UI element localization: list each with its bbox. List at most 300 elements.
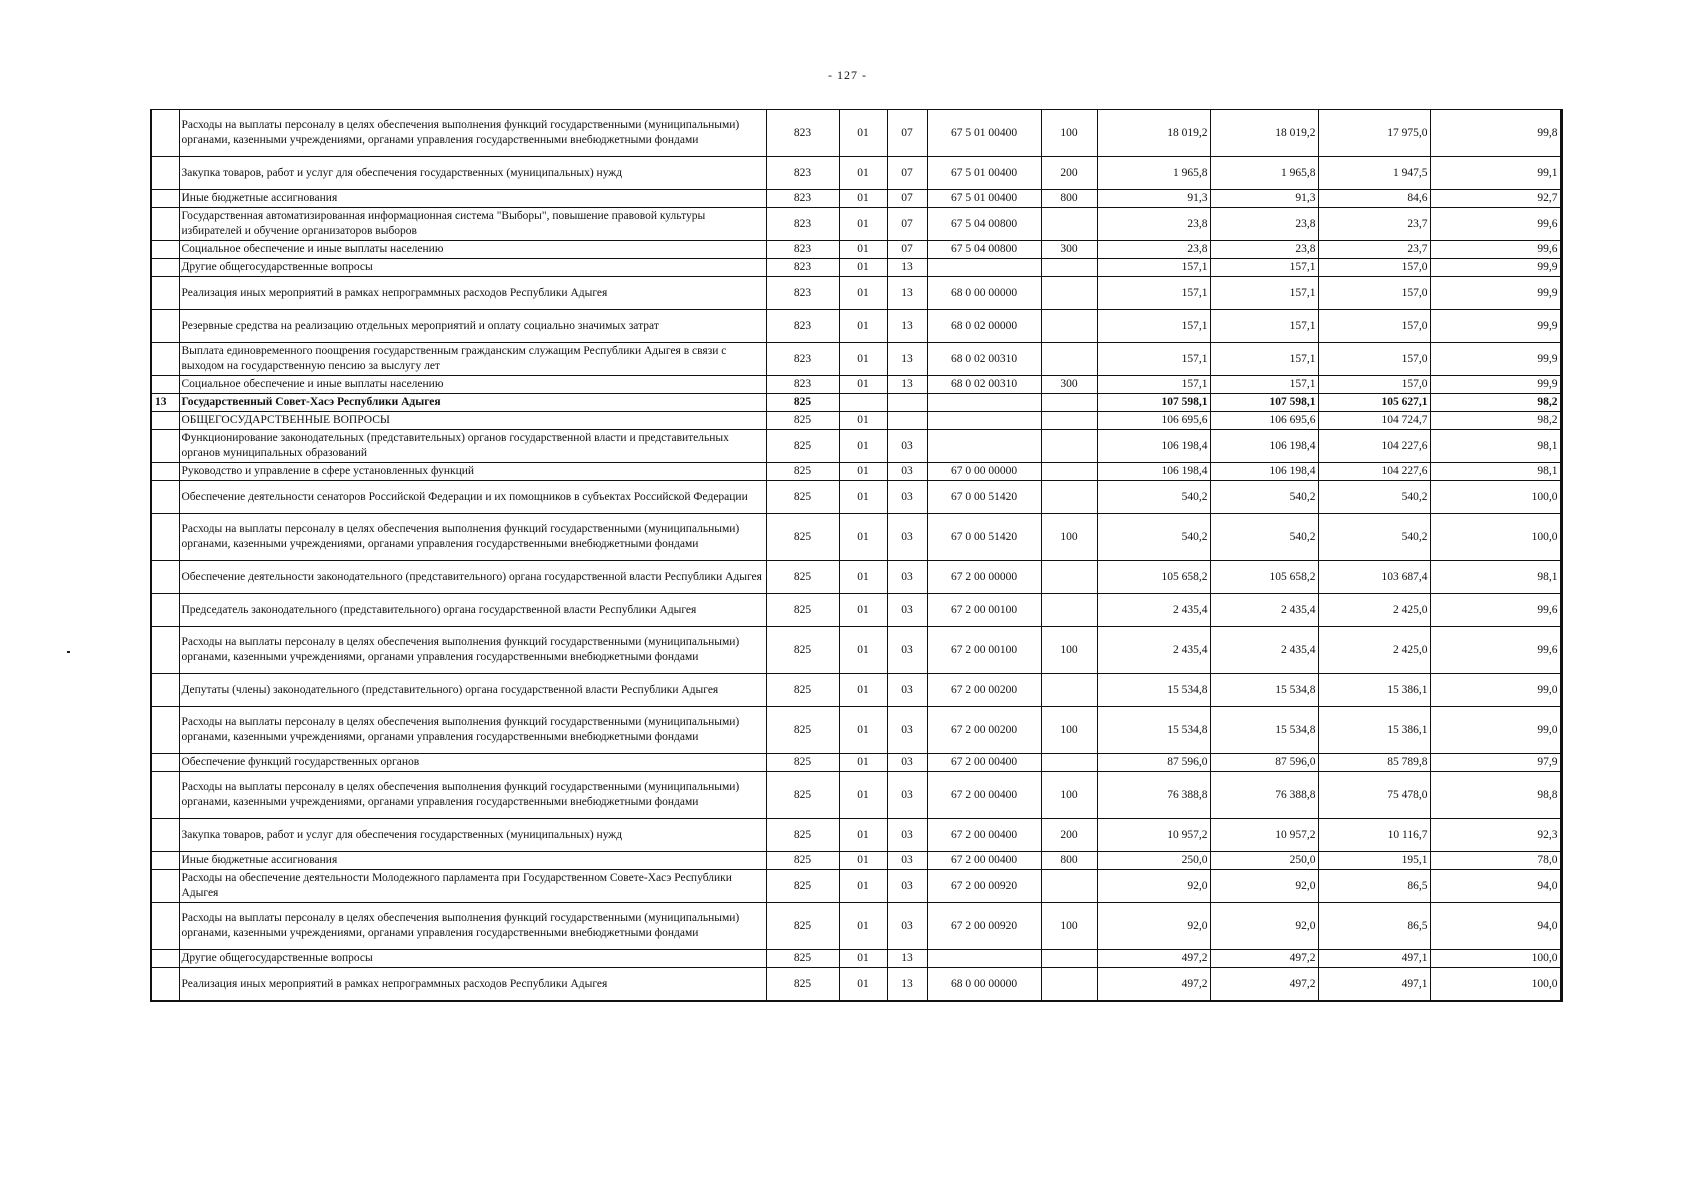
- approved-amount: 92,0: [1097, 903, 1210, 950]
- section-code: 01: [839, 627, 887, 674]
- executed-amount: 15 386,1: [1318, 707, 1430, 754]
- ved-code: 825: [766, 594, 839, 627]
- item-name: Резервные средства на реализацию отдельных мероприятий и оплату социально значимых затрат: [179, 310, 766, 343]
- execution-percent: 100,0: [1430, 514, 1561, 561]
- execution-percent: 99,6: [1430, 627, 1561, 674]
- approved-amount: 157,1: [1097, 277, 1210, 310]
- table-row: [151, 674, 1561, 707]
- executed-amount: 15 386,1: [1318, 674, 1430, 707]
- section-code: 01: [839, 259, 887, 277]
- item-name: Обеспечение деятельности законодательного (представительного) органа государственной власти Республики Адыгея: [179, 561, 766, 594]
- execution-percent: 99,1: [1430, 157, 1561, 190]
- table-row: [151, 376, 1561, 394]
- approved-amount: 157,1: [1097, 259, 1210, 277]
- item-name: Иные бюджетные ассигнования: [179, 190, 766, 208]
- table-row: [151, 394, 1561, 412]
- table-row: [151, 903, 1561, 950]
- expense-type-code: [1041, 208, 1097, 241]
- table-row: [151, 259, 1561, 277]
- target-article-code: 67 2 00 00100: [927, 627, 1041, 674]
- target-article-code: 67 2 00 00920: [927, 903, 1041, 950]
- execution-percent: 100,0: [1430, 950, 1561, 968]
- table-row: [151, 157, 1561, 190]
- expense-type-code: 300: [1041, 241, 1097, 259]
- target-article-code: [927, 394, 1041, 412]
- expense-type-code: 800: [1041, 190, 1097, 208]
- row-number: [151, 819, 179, 852]
- section-code: 01: [839, 412, 887, 430]
- table-row: [151, 430, 1561, 463]
- executed-amount: 2 425,0: [1318, 627, 1430, 674]
- execution-percent: 94,0: [1430, 903, 1561, 950]
- expense-type-code: [1041, 870, 1097, 903]
- item-name: Реализация иных мероприятий в рамках непрограммных расходов Республики Адыгея: [179, 968, 766, 1002]
- ved-code: 825: [766, 870, 839, 903]
- row-number: [151, 950, 179, 968]
- executed-amount: 157,0: [1318, 376, 1430, 394]
- executed-amount: 157,0: [1318, 259, 1430, 277]
- item-name: Обеспечение деятельности сенаторов Российской Федерации и их помощников в субъектах Российской Федерации: [179, 481, 766, 514]
- section-code: 01: [839, 754, 887, 772]
- row-number: [151, 870, 179, 903]
- subsection-code: 13: [887, 310, 927, 343]
- budget-list-amount: 2 435,4: [1210, 627, 1318, 674]
- execution-percent: 99,0: [1430, 674, 1561, 707]
- budget-list-amount: 92,0: [1210, 870, 1318, 903]
- row-number: [151, 968, 179, 1002]
- item-name: Выплата единовременного поощрения государственным гражданским служащим Республики Адыгея в связи с выходом на государственную пенсию за выслугу лет: [179, 343, 766, 376]
- item-name: Государственная автоматизированная информационная система "Выборы", повышение правовой культуры избирателей и обучение организаторов выборов: [179, 208, 766, 241]
- execution-percent: 100,0: [1430, 968, 1561, 1002]
- executed-amount: 84,6: [1318, 190, 1430, 208]
- ved-code: 823: [766, 208, 839, 241]
- section-code: 01: [839, 852, 887, 870]
- target-article-code: 67 2 00 00400: [927, 754, 1041, 772]
- budget-list-amount: 2 435,4: [1210, 594, 1318, 627]
- item-name: Расходы на выплаты персоналу в целях обеспечения выполнения функций государственными (муниципальными) органами, казенными учреждениями, органами управления государственными внебюджетными фондами: [179, 514, 766, 561]
- subsection-code: 13: [887, 277, 927, 310]
- target-article-code: [927, 430, 1041, 463]
- budget-list-amount: 106 198,4: [1210, 463, 1318, 481]
- budget-list-amount: 23,8: [1210, 241, 1318, 259]
- row-number: [151, 903, 179, 950]
- target-article-code: 67 5 04 00800: [927, 241, 1041, 259]
- section-code: 01: [839, 277, 887, 310]
- row-number: [151, 707, 179, 754]
- approved-amount: 15 534,8: [1097, 707, 1210, 754]
- budget-list-amount: 10 957,2: [1210, 819, 1318, 852]
- subsection-code: 03: [887, 870, 927, 903]
- table-row: [151, 190, 1561, 208]
- ved-code: 823: [766, 241, 839, 259]
- row-number: [151, 772, 179, 819]
- subsection-code: 13: [887, 259, 927, 277]
- execution-percent: 92,3: [1430, 819, 1561, 852]
- item-name: Депутаты (члены) законодательного (представительного) органа государственной власти Республики Адыгея: [179, 674, 766, 707]
- target-article-code: 67 2 00 00400: [927, 852, 1041, 870]
- target-article-code: 67 2 00 00200: [927, 674, 1041, 707]
- table-row: [151, 950, 1561, 968]
- table-row: [151, 412, 1561, 430]
- budget-list-amount: 250,0: [1210, 852, 1318, 870]
- execution-percent: 98,1: [1430, 463, 1561, 481]
- subsection-code: 03: [887, 674, 927, 707]
- approved-amount: 540,2: [1097, 481, 1210, 514]
- expense-type-code: 300: [1041, 376, 1097, 394]
- page-number: - 127 -: [828, 68, 867, 82]
- target-article-code: 68 0 00 00000: [927, 968, 1041, 1002]
- row-number: 13: [151, 394, 179, 412]
- target-article-code: 68 0 02 00000: [927, 310, 1041, 343]
- executed-amount: 17 975,0: [1318, 110, 1430, 157]
- budget-list-amount: 540,2: [1210, 514, 1318, 561]
- table-row: [151, 819, 1561, 852]
- row-number: [151, 412, 179, 430]
- subsection-code: 03: [887, 430, 927, 463]
- expense-type-code: [1041, 463, 1097, 481]
- table-row: [151, 772, 1561, 819]
- subsection-code: 03: [887, 707, 927, 754]
- approved-amount: 106 198,4: [1097, 463, 1210, 481]
- table-row: [151, 110, 1561, 157]
- execution-percent: 99,9: [1430, 310, 1561, 343]
- execution-percent: 98,8: [1430, 772, 1561, 819]
- approved-amount: 1 965,8: [1097, 157, 1210, 190]
- expense-type-code: 100: [1041, 514, 1097, 561]
- ved-code: 825: [766, 514, 839, 561]
- item-name: Расходы на выплаты персоналу в целях обеспечения выполнения функций государственными (муниципальными) органами, казенными учреждениями, органами управления государственными внебюджетными фондами: [179, 627, 766, 674]
- item-name: Социальное обеспечение и иные выплаты населению: [179, 376, 766, 394]
- table-row: [151, 343, 1561, 376]
- expense-type-code: 100: [1041, 707, 1097, 754]
- subsection-code: 13: [887, 376, 927, 394]
- target-article-code: 68 0 00 00000: [927, 277, 1041, 310]
- item-name: Другие общегосударственные вопросы: [179, 259, 766, 277]
- executed-amount: 86,5: [1318, 870, 1430, 903]
- section-code: 01: [839, 241, 887, 259]
- executed-amount: 540,2: [1318, 481, 1430, 514]
- item-name: Закупка товаров, работ и услуг для обеспечения государственных (муниципальных) нужд: [179, 819, 766, 852]
- target-article-code: 67 5 04 00800: [927, 208, 1041, 241]
- budget-list-amount: 106 695,6: [1210, 412, 1318, 430]
- item-name: Закупка товаров, работ и услуг для обеспечения государственных (муниципальных) нужд: [179, 157, 766, 190]
- row-number: [151, 430, 179, 463]
- subsection-code: 03: [887, 514, 927, 561]
- approved-amount: 105 658,2: [1097, 561, 1210, 594]
- ved-code: 825: [766, 463, 839, 481]
- budget-list-amount: 91,3: [1210, 190, 1318, 208]
- target-article-code: 67 2 00 00400: [927, 819, 1041, 852]
- execution-percent: 99,6: [1430, 208, 1561, 241]
- budget-list-amount: 23,8: [1210, 208, 1318, 241]
- table-row: [151, 707, 1561, 754]
- expense-type-code: [1041, 412, 1097, 430]
- item-name: Иные бюджетные ассигнования: [179, 852, 766, 870]
- section-code: 01: [839, 190, 887, 208]
- execution-percent: 98,1: [1430, 430, 1561, 463]
- target-article-code: 67 2 00 00920: [927, 870, 1041, 903]
- subsection-code: 03: [887, 594, 927, 627]
- section-code: 01: [839, 110, 887, 157]
- executed-amount: 103 687,4: [1318, 561, 1430, 594]
- section-code: 01: [839, 870, 887, 903]
- target-article-code: 67 2 00 00200: [927, 707, 1041, 754]
- subsection-code: 07: [887, 241, 927, 259]
- scan-mark: [67, 651, 70, 653]
- ved-code: 823: [766, 277, 839, 310]
- execution-percent: 97,9: [1430, 754, 1561, 772]
- section-code: 01: [839, 594, 887, 627]
- row-number: [151, 259, 179, 277]
- budget-list-amount: 106 198,4: [1210, 430, 1318, 463]
- approved-amount: 540,2: [1097, 514, 1210, 561]
- expense-type-code: 200: [1041, 157, 1097, 190]
- section-code: 01: [839, 514, 887, 561]
- row-number: [151, 208, 179, 241]
- expense-type-code: [1041, 754, 1097, 772]
- table-row: [151, 561, 1561, 594]
- ved-code: 825: [766, 674, 839, 707]
- execution-percent: 99,6: [1430, 594, 1561, 627]
- item-name: Расходы на обеспечение деятельности Молодежного парламента при Государственном Совете-Хасэ Республики Адыгея: [179, 870, 766, 903]
- approved-amount: 15 534,8: [1097, 674, 1210, 707]
- approved-amount: 497,2: [1097, 950, 1210, 968]
- approved-amount: 10 957,2: [1097, 819, 1210, 852]
- execution-percent: 99,0: [1430, 707, 1561, 754]
- expense-type-code: 100: [1041, 110, 1097, 157]
- expense-type-code: [1041, 430, 1097, 463]
- expense-type-code: [1041, 481, 1097, 514]
- ved-code: 825: [766, 819, 839, 852]
- subsection-code: 13: [887, 950, 927, 968]
- section-code: 01: [839, 343, 887, 376]
- budget-list-amount: 497,2: [1210, 968, 1318, 1002]
- target-article-code: [927, 259, 1041, 277]
- subsection-code: 07: [887, 190, 927, 208]
- target-article-code: [927, 950, 1041, 968]
- table-row: [151, 754, 1561, 772]
- subsection-code: 03: [887, 819, 927, 852]
- ved-code: 825: [766, 481, 839, 514]
- row-number: [151, 674, 179, 707]
- target-article-code: 67 5 01 00400: [927, 190, 1041, 208]
- ved-code: 825: [766, 707, 839, 754]
- executed-amount: 23,7: [1318, 241, 1430, 259]
- subsection-code: 13: [887, 343, 927, 376]
- expense-type-code: 800: [1041, 852, 1097, 870]
- section-code: 01: [839, 968, 887, 1002]
- target-article-code: 67 2 00 00100: [927, 594, 1041, 627]
- section-code: 01: [839, 707, 887, 754]
- item-name: Другие общегосударственные вопросы: [179, 950, 766, 968]
- execution-percent: 78,0: [1430, 852, 1561, 870]
- item-name: Реализация иных мероприятий в рамках непрограммных расходов Республики Адыгея: [179, 277, 766, 310]
- section-code: 01: [839, 561, 887, 594]
- target-article-code: [927, 412, 1041, 430]
- section-code: 01: [839, 157, 887, 190]
- row-number: [151, 310, 179, 343]
- item-name: Расходы на выплаты персоналу в целях обеспечения выполнения функций государственными (муниципальными) органами, казенными учреждениями, органами управления государственными внебюджетными фондами: [179, 707, 766, 754]
- execution-percent: 99,6: [1430, 241, 1561, 259]
- target-article-code: 67 5 01 00400: [927, 157, 1041, 190]
- ved-code: 825: [766, 903, 839, 950]
- expense-type-code: [1041, 561, 1097, 594]
- budget-list-amount: 107 598,1: [1210, 394, 1318, 412]
- execution-percent: 99,9: [1430, 343, 1561, 376]
- execution-percent: 99,9: [1430, 376, 1561, 394]
- executed-amount: 104 227,6: [1318, 463, 1430, 481]
- ved-code: 825: [766, 754, 839, 772]
- item-name: Расходы на выплаты персоналу в целях обеспечения выполнения функций государственными (муниципальными) органами, казенными учреждениями, органами управления государственными внебюджетными фондами: [179, 772, 766, 819]
- table-body: [151, 110, 1561, 1002]
- item-name: Функционирование законодательных (представительных) органов государственной власти и представительных органов муниципальных образований: [179, 430, 766, 463]
- table-row: [151, 852, 1561, 870]
- row-number: [151, 376, 179, 394]
- approved-amount: 107 598,1: [1097, 394, 1210, 412]
- budget-list-amount: 497,2: [1210, 950, 1318, 968]
- row-number: [151, 481, 179, 514]
- table-row: [151, 514, 1561, 561]
- target-article-code: 67 0 00 51420: [927, 514, 1041, 561]
- ved-code: 823: [766, 157, 839, 190]
- table-row: [151, 870, 1561, 903]
- target-article-code: 67 5 01 00400: [927, 110, 1041, 157]
- budget-list-amount: 540,2: [1210, 481, 1318, 514]
- budget-list-amount: 15 534,8: [1210, 674, 1318, 707]
- row-number: [151, 594, 179, 627]
- target-article-code: 68 0 02 00310: [927, 343, 1041, 376]
- execution-percent: 98,2: [1430, 394, 1561, 412]
- budget-list-amount: 15 534,8: [1210, 707, 1318, 754]
- section-code: 01: [839, 819, 887, 852]
- approved-amount: 106 695,6: [1097, 412, 1210, 430]
- row-number: [151, 514, 179, 561]
- approved-amount: 2 435,4: [1097, 627, 1210, 674]
- subsection-code: [887, 394, 927, 412]
- item-name: ОБЩЕГОСУДАРСТВЕННЫЕ ВОПРОСЫ: [179, 412, 766, 430]
- budget-list-amount: 157,1: [1210, 376, 1318, 394]
- row-number: [151, 190, 179, 208]
- approved-amount: 92,0: [1097, 870, 1210, 903]
- expense-type-code: [1041, 594, 1097, 627]
- section-code: 01: [839, 463, 887, 481]
- execution-percent: 99,9: [1430, 277, 1561, 310]
- subsection-code: 07: [887, 110, 927, 157]
- target-article-code: 67 0 00 51420: [927, 481, 1041, 514]
- subsection-code: 07: [887, 208, 927, 241]
- table-row: [151, 481, 1561, 514]
- expense-type-code: 200: [1041, 819, 1097, 852]
- budget-table: [150, 109, 1563, 1002]
- ved-code: 825: [766, 772, 839, 819]
- executed-amount: 195,1: [1318, 852, 1430, 870]
- row-number: [151, 241, 179, 259]
- execution-percent: 98,1: [1430, 561, 1561, 594]
- ved-code: 825: [766, 627, 839, 674]
- target-article-code: 68 0 02 00310: [927, 376, 1041, 394]
- executed-amount: 497,1: [1318, 968, 1430, 1002]
- row-number: [151, 852, 179, 870]
- target-article-code: 67 2 00 00000: [927, 561, 1041, 594]
- ved-code: 823: [766, 190, 839, 208]
- target-article-code: 67 0 00 00000: [927, 463, 1041, 481]
- approved-amount: 87 596,0: [1097, 754, 1210, 772]
- item-name: Расходы на выплаты персоналу в целях обеспечения выполнения функций государственными (муниципальными) органами, казенными учреждениями, органами управления государственными внебюджетными фондами: [179, 110, 766, 157]
- row-number: [151, 754, 179, 772]
- expense-type-code: 100: [1041, 903, 1097, 950]
- budget-list-amount: 157,1: [1210, 343, 1318, 376]
- ved-code: 825: [766, 430, 839, 463]
- subsection-code: 03: [887, 754, 927, 772]
- approved-amount: 18 019,2: [1097, 110, 1210, 157]
- budget-list-amount: 92,0: [1210, 903, 1318, 950]
- expense-type-code: [1041, 277, 1097, 310]
- row-number: [151, 627, 179, 674]
- ved-code: 825: [766, 561, 839, 594]
- executed-amount: 540,2: [1318, 514, 1430, 561]
- executed-amount: 23,7: [1318, 208, 1430, 241]
- executed-amount: 157,0: [1318, 343, 1430, 376]
- approved-amount: 91,3: [1097, 190, 1210, 208]
- expense-type-code: [1041, 394, 1097, 412]
- ved-code: 823: [766, 376, 839, 394]
- approved-amount: 106 198,4: [1097, 430, 1210, 463]
- section-code: 01: [839, 903, 887, 950]
- approved-amount: 497,2: [1097, 968, 1210, 1002]
- subsection-code: 03: [887, 463, 927, 481]
- budget-list-amount: 76 388,8: [1210, 772, 1318, 819]
- subsection-code: 07: [887, 157, 927, 190]
- approved-amount: 157,1: [1097, 376, 1210, 394]
- budget-list-amount: 87 596,0: [1210, 754, 1318, 772]
- item-name: Руководство и управление в сфере установленных функций: [179, 463, 766, 481]
- ved-code: 825: [766, 852, 839, 870]
- subsection-code: 03: [887, 561, 927, 594]
- subsection-code: 03: [887, 903, 927, 950]
- item-name: Обеспечение функций государственных органов: [179, 754, 766, 772]
- row-number: [151, 157, 179, 190]
- section-code: 01: [839, 674, 887, 707]
- expense-type-code: [1041, 310, 1097, 343]
- ved-code: 823: [766, 259, 839, 277]
- section-code: [839, 394, 887, 412]
- item-name: Государственный Совет-Хасэ Республики Адыгея: [179, 394, 766, 412]
- expense-type-code: [1041, 343, 1097, 376]
- row-number: [151, 343, 179, 376]
- table-row: [151, 968, 1561, 1002]
- approved-amount: 250,0: [1097, 852, 1210, 870]
- execution-percent: 100,0: [1430, 481, 1561, 514]
- ved-code: 825: [766, 412, 839, 430]
- execution-percent: 99,8: [1430, 110, 1561, 157]
- budget-list-amount: 157,1: [1210, 259, 1318, 277]
- executed-amount: 157,0: [1318, 277, 1430, 310]
- approved-amount: 23,8: [1097, 208, 1210, 241]
- executed-amount: 75 478,0: [1318, 772, 1430, 819]
- section-code: 01: [839, 430, 887, 463]
- executed-amount: 105 627,1: [1318, 394, 1430, 412]
- table-row: [151, 310, 1561, 343]
- execution-percent: 92,7: [1430, 190, 1561, 208]
- subsection-code: 13: [887, 968, 927, 1002]
- subsection-code: 03: [887, 772, 927, 819]
- executed-amount: 157,0: [1318, 310, 1430, 343]
- ved-code: 825: [766, 950, 839, 968]
- section-code: 01: [839, 950, 887, 968]
- section-code: 01: [839, 772, 887, 819]
- target-article-code: 67 2 00 00400: [927, 772, 1041, 819]
- approved-amount: 76 388,8: [1097, 772, 1210, 819]
